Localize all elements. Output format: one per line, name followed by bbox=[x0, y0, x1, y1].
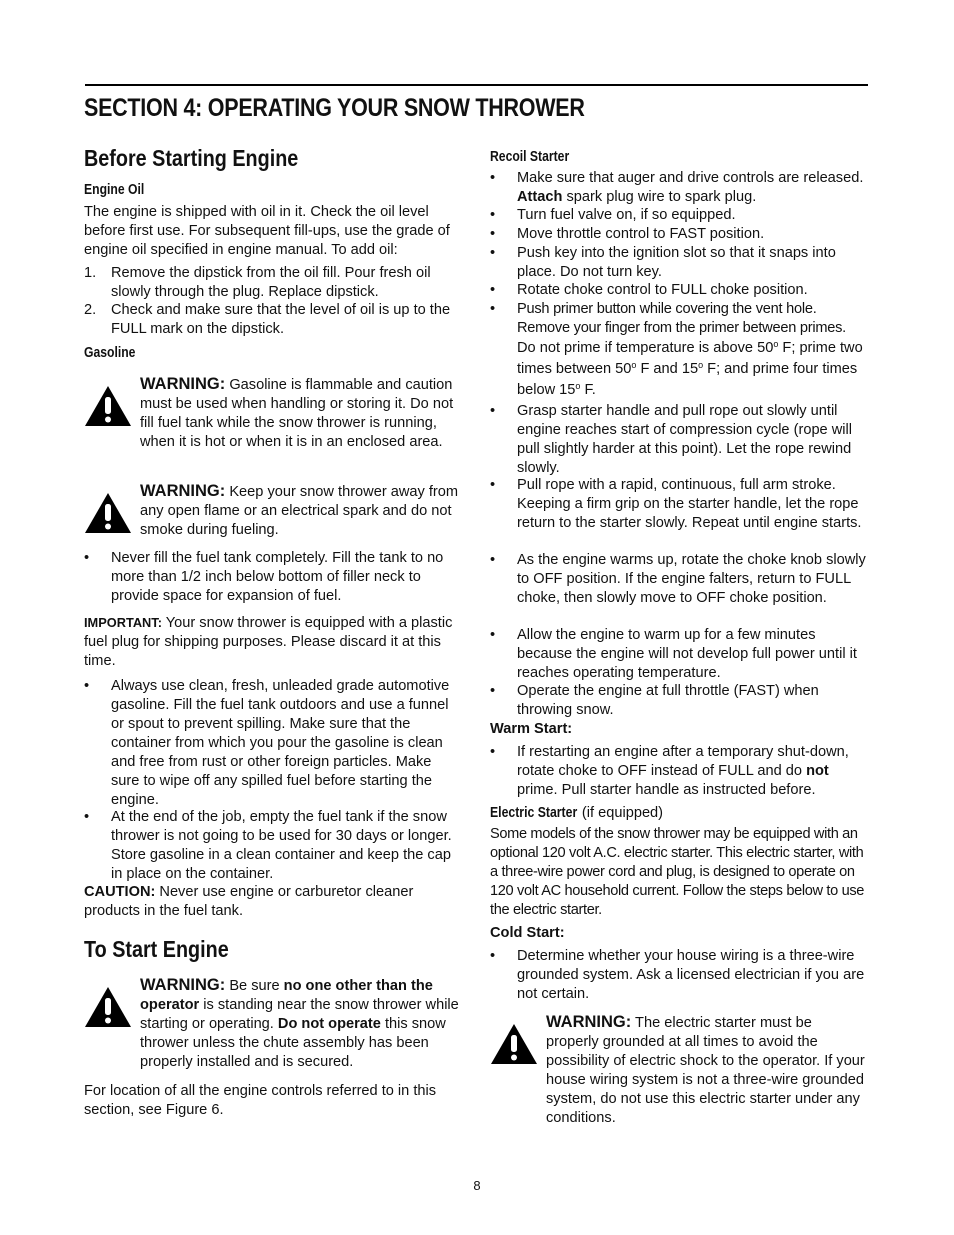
bullet: • bbox=[490, 282, 496, 298]
warning-exclamation-icon bbox=[84, 492, 132, 534]
gasoline-heading: Gasoline bbox=[84, 345, 136, 361]
warning-body: Keep your snow thrower away from any open flame or an electrical spark and do not smoke during fueling. bbox=[140, 484, 459, 538]
warning-text bbox=[140, 482, 462, 540]
bullet: • bbox=[84, 809, 90, 825]
step-text: Remove the dipstick from the oil fill. Pour fresh oil slowly through the plug. Replace dipstick. bbox=[111, 265, 431, 300]
warning-exclamation-icon bbox=[490, 1023, 538, 1065]
degree-sup: o bbox=[631, 360, 637, 370]
bullet: • bbox=[490, 683, 496, 699]
warning-exclamation-icon bbox=[84, 385, 132, 427]
item-text: Always use clean, fresh, unleaded grade automotive gasoline. Fill the fuel tank outdoors and use a funnel or spout to prevent spilling. Make sure that the container from which you pour the gasoline is clean and free from rust or other foreign particles. Make sure to wipe off any spilled fuel before starting the engine. bbox=[111, 678, 450, 808]
degree-sup: o bbox=[773, 339, 779, 349]
warning-label: WARNING: bbox=[140, 375, 226, 393]
location-note: For location of all the engine controls referred to in this section, see Figure 6. bbox=[84, 1083, 437, 1118]
item-text bbox=[517, 743, 867, 800]
warning-label: WARNING: bbox=[140, 976, 226, 994]
warning-bold-1: no one other than the operator bbox=[140, 978, 433, 1013]
item-text bbox=[517, 169, 867, 207]
item-text: As the engine warms up, rotate the choke knob slowly to OFF position. If the engine falters, return to FULL choke, then slowly move to OFF choke position. bbox=[517, 552, 866, 606]
step-text: Check and make sure that the level of oil is up to the FULL mark on the dipstick. bbox=[111, 302, 451, 337]
item-text: Determine whether your house wiring is a three-wire grounded system. Ask a licensed electrician if you are not certain. bbox=[517, 948, 865, 1002]
before-starting-heading: Before Starting Engine bbox=[84, 145, 299, 171]
text-part: prime. Pull starter handle as instructed before. bbox=[517, 782, 816, 798]
bullet: • bbox=[490, 170, 496, 186]
electric-starter-text: Some models of the snow thrower may be equipped with an optional 120 volt A.C. electric starter. This electric starter, with a three-wire power cord and plug, is designed to operate on 120 volt AC household current. Follow the steps below to use the electric starter. bbox=[490, 826, 865, 918]
warning-label: WARNING: bbox=[140, 482, 226, 500]
caution-note bbox=[84, 883, 454, 921]
electric-starter-heading-row bbox=[490, 804, 868, 823]
warning-body-1: Be sure bbox=[229, 978, 280, 994]
important-body: Your snow thrower is equipped with a plastic fuel plug for shipping purposes. Please discard it at this time. bbox=[84, 615, 453, 669]
caution-body: Never use engine or carburetor cleaner products in the fuel tank. bbox=[84, 884, 414, 919]
warning-body-2: is standing near the snow thrower while starting or operating. bbox=[140, 997, 459, 1032]
item-text: Operate the engine at full throttle (FAST) when throwing snow. bbox=[517, 683, 819, 718]
text-part: Push primer button while covering the vent hole. Remove your finger from the primer between primes. bbox=[517, 301, 846, 336]
warning-text bbox=[140, 976, 462, 1072]
bullet: • bbox=[84, 678, 90, 694]
item-text: Push key into the ignition slot so that it snaps into place. Do not turn key. bbox=[517, 245, 836, 280]
item-text: Allow the engine to warm up for a few minutes because the engine will not develop full power until it reaches operating temperature. bbox=[517, 627, 857, 681]
cold-start-label: Cold Start: bbox=[490, 925, 565, 941]
bold-part: not bbox=[806, 763, 829, 779]
bullet: • bbox=[490, 226, 496, 242]
important-note bbox=[84, 613, 462, 671]
text-part: Do not prime if temperature is above 50 bbox=[517, 340, 774, 356]
bullet: • bbox=[490, 301, 496, 317]
bullet: • bbox=[490, 744, 496, 760]
bullet: • bbox=[490, 477, 496, 493]
bullet: • bbox=[84, 550, 90, 566]
item-text: Grasp starter handle and pull rope out slowly until engine reaches start of compression cycle (rope will pull slightly harder at this point). Let the rope rewind slowly. bbox=[517, 403, 852, 476]
degree-sup: o bbox=[698, 360, 704, 370]
step-number: 2. bbox=[84, 302, 97, 318]
warning-body-3: this snow thrower unless the chute assembly has been properly installed and is secured. bbox=[140, 1016, 446, 1070]
bold-part: Attach bbox=[517, 189, 563, 205]
bullet: • bbox=[490, 207, 496, 223]
item-text: Turn fuel valve on, if so equipped. bbox=[517, 207, 736, 223]
to-start-heading: To Start Engine bbox=[84, 936, 229, 962]
step-number: 1. bbox=[84, 265, 97, 281]
engine-oil-intro: The engine is shipped with oil in it. Check the oil level before first use. For subsequent fill-ups, use the grade of engine oil specified in engine manual. To add oil: bbox=[84, 204, 450, 258]
bullet: • bbox=[490, 403, 496, 419]
warning-label: WARNING: bbox=[546, 1013, 632, 1031]
item-text: At the end of the job, empty the fuel tank if the snow thrower is not going to be used for 30 days or longer. Store gasoline in a clean container and keep the cap in place on the container. bbox=[111, 809, 452, 882]
text-part: F and 15 bbox=[636, 361, 699, 377]
item-text: Pull rope with a rapid, continuous, full arm stroke. Keeping a firm grip on the starter handle, let the rope return to the starter slowly. Repeat until engine starts. bbox=[517, 477, 862, 531]
warning-body: The electric starter must be properly grounded at all times to avoid the possibility of electric shock to the operator. If your house wiring system is not a three-wire grounded system, do not use this electric starter under any conditions. bbox=[546, 1015, 865, 1126]
warning-bold-2: Do not operate bbox=[277, 1016, 381, 1032]
item-text: Rotate choke control to FULL choke position. bbox=[517, 282, 808, 298]
text-part: spark plug wire to spark plug. bbox=[566, 189, 757, 205]
warning-exclamation-icon bbox=[84, 986, 132, 1028]
warning-text bbox=[140, 375, 462, 452]
recoil-starter-heading: Recoil Starter bbox=[490, 149, 570, 165]
electric-starter-heading: Electric Starter bbox=[490, 805, 578, 821]
warm-start-label: Warm Start: bbox=[490, 721, 573, 737]
bullet: • bbox=[490, 245, 496, 261]
engine-oil-heading: Engine Oil bbox=[84, 182, 145, 198]
item-text: Move throttle control to FAST position. bbox=[517, 226, 765, 242]
electric-starter-suffix: (if equipped) bbox=[581, 805, 664, 821]
text-part: Make sure that auger and drive controls are released. bbox=[517, 170, 864, 186]
important-label: IMPORTANT: bbox=[84, 615, 162, 630]
page-number: 8 bbox=[473, 1178, 481, 1193]
bullet: • bbox=[490, 552, 496, 568]
item-text: Never fill the fuel tank completely. Fill the tank to no more than 1/2 inch below bottom of filler neck to provide space for expansion of fuel. bbox=[111, 550, 444, 604]
text-part: F; and prime four times below 15 bbox=[517, 361, 858, 398]
bullet: • bbox=[490, 627, 496, 643]
text-part: F; prime two times between 50 bbox=[517, 340, 863, 377]
text-part: If restarting an engine after a temporary shut-down, rotate choke to OFF instead of FULL and do bbox=[517, 744, 849, 779]
warning-body: Gasoline is flammable and caution must be used when handling or storing it. Do not fill fuel tank while the snow thrower is running, when it is hot or when it is in an enclosed area. bbox=[140, 377, 454, 450]
caution-label: CAUTION: bbox=[84, 884, 156, 900]
section-title: SECTION 4: OPERATING YOUR SNOW THROWER bbox=[84, 94, 585, 122]
text-part: F. bbox=[580, 382, 596, 398]
item-text bbox=[517, 300, 867, 401]
warning-text bbox=[546, 1013, 868, 1128]
section-top-rule bbox=[85, 84, 868, 86]
bullet: • bbox=[490, 948, 496, 964]
degree-sup: o bbox=[575, 381, 581, 391]
